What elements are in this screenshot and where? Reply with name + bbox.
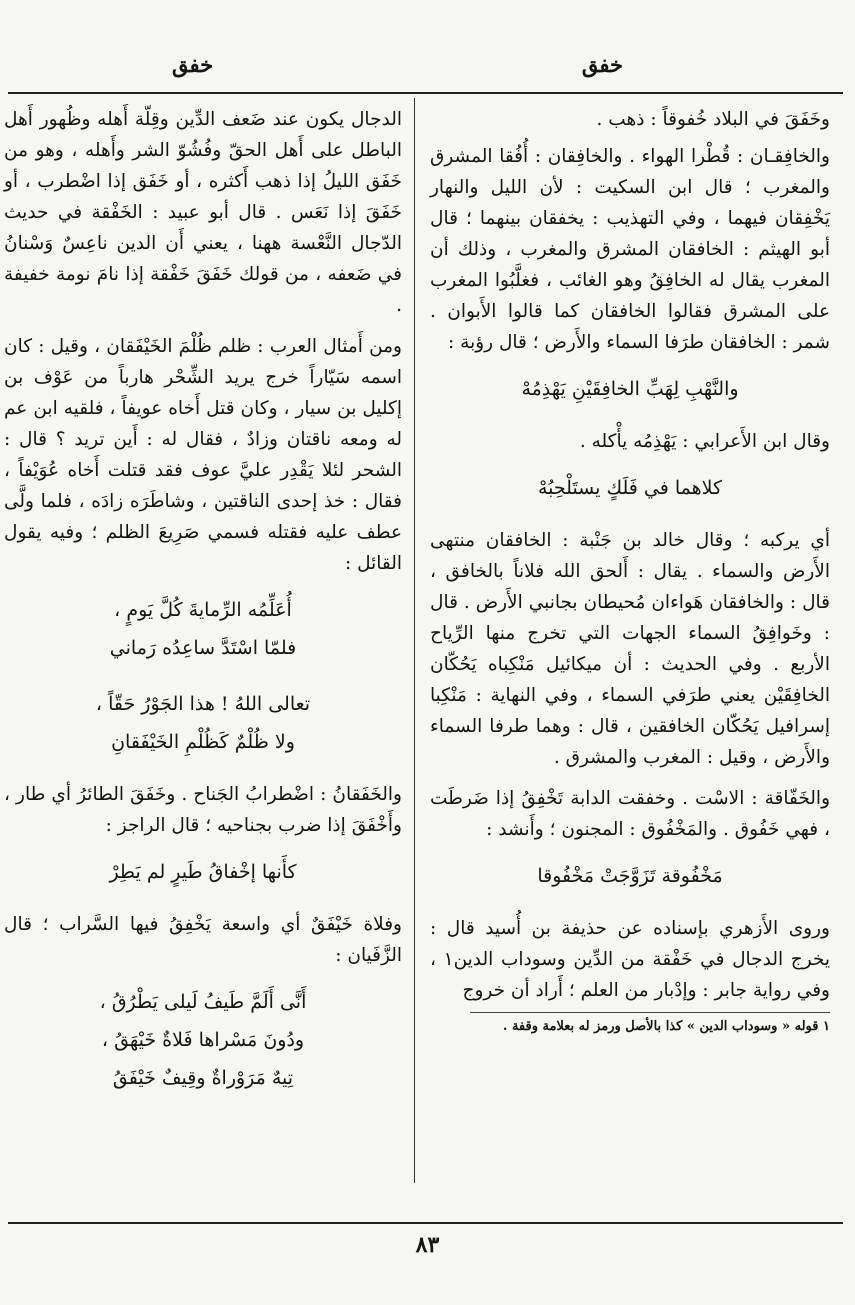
verse-line: تِيهٌ مَرَوْراةٌ وقِيفٌ خَيْفَقُ [112,1067,294,1089]
page-number: ٨٣ [415,1232,440,1258]
verse [4,591,402,667]
running-head-left: خفق [172,52,214,77]
verse [4,685,402,761]
verse-line: كأَنها إخْفاقُ طَيرٍ لم يَطِرْ [109,861,297,883]
column-divider [414,98,415,1183]
verse-line: أُعَلِّمُه الرِّمايةَ كُلَّ يَومٍ ، [114,599,292,621]
verse-line: والنَّهْبِ لِهَبِّ الخافِقَيْنِ يَهْذِمُهْ [521,378,739,400]
verse [430,857,830,895]
verse-line: فلمّا اسْتَدَّ ساعِدُه رَماني [109,637,297,659]
verse-line: تعالى اللهُ ! هذا الجَوْرُ حَقّاً ، [95,693,311,715]
verse-line: ودُونَ مَسْراها فَلاةٌ خَيْهَقُ ، [101,1029,305,1051]
verse-line: أَنَّى أَلَمَّ طَيفُ لَيلى يَطْرُقُ ، [99,991,307,1013]
verse [4,983,402,1097]
verse-line: كلاهما في فَلَكٍ يستَلْحِبُهْ [537,477,723,499]
entry-paragraph: أي يركبه ؛ وقال خالد بن جَنْبة : الخافقان منتهى الأَرض والسماء . يقال : أَلحق الله فلاناً بالخافق ، قال : والخافقان هَواءان مُحيطان بجانبي الأَرض . قال : وخَوافِقُ السماء الجهات التي تخرج منها الرِّياح الأربع . وفي الحديث : أن ميكائيل مَنْكِباه يَحُكّان الخافِقَيْن يعني طرَفي السماء ، وفي النهاية : مَنْكِبا إسرافيل يَحُكّان الخافقين ، قال : وهما طرفا السماء والأَرض ، وقيل : المغرب والمشرق . [430,530,830,768]
left-column [4,104,402,1115]
verse [430,370,830,408]
verse-line: مَخْفُوقة تَزَوَّجَتْ مَخْفُوقا [537,865,723,887]
entry-paragraph: وروى الأَزهري بإسناده عن حذيفة بن أُسيد قال : يخرج الدجال في خَفْقة من الدِّين وسوداب الدين١ ، وفي رواية جابر : وإدْبار من العلم ؛ أَراد أن خروج [430,918,830,1001]
entry-paragraph: والخافِقـان : قُطْرا الهواء . والخافِقان : أُفُقا المشرق والمغرب ؛ قال ابن السكيت : لأن الليل والنهار يَخْفِقان فيهما ، وفي التهذيب : يخفقان بينهما ؛ قال أبو الهيثم : الخافقان المشرق والمغرب ، وذلك أن المغرب يقال له الخافِقُ وهو الغائب ، فغلَّبُوا المغرب على المشرق فقالوا الخافقان كما قالوا الأَبوان . شمر : الخافقان طرَفا السماء والأَرض ؛ قال رؤبة : [430,146,830,353]
entry-paragraph: الدجال يكون عند ضَعف الدِّين وقِلّة أَهله وظُهور أَهل الباطل على أَهل الحقّ وفُشُوّ الشر وأَهله ، وهو من خَفَق الليلُ إذا ذهب أَكثره ، أو خَفَق إذا اضْطرب ، أو خَفَقَ إذا نَعَس . قال أبو عبيد : الخَفْقة في حديث الدّجال النَّعْسة ههنا ، يعني أَن الدين ناعِسٌ وَسْنانُ في ضَعفه ، من قولك خَفَقَ خَفْقة إذا نامَ نومة خفيفة . [4,109,402,316]
right-column [430,104,830,1047]
running-head-right: خفق [581,52,623,77]
verse-line: ولا ظُلْمٌ كَظُلْمِ الخَيْفَقانِ [111,731,295,753]
entry-paragraph: ومن أَمثال العرب : ظلم ظُلْمَ الخَيْفَقان ، وقيل : كان اسمه سَيّاراً خرج يريد الشِّحْر هارباً من عَوْف بن إكليل بن سيار ، وكان قتل أَخاه عويفاً ، فلقيه ابن عم له ومعه ناقتان وزادٌ ، فقال له : أَين تريد ؟ قال : الشحر لئلا يَقْدِر عليَّ عوف فقد قتلت أَخاه عُوَيْفاً ، فقال : خذ إحدى الناقتين ، وشاطَرَه زادَه ، فلما ولَّى عطف عليه فقتله فسمي صَرِيعَ الظلم ؛ وفيه يقول القائل : [4,336,402,574]
verse [4,853,402,891]
footnote-rule [470,1012,830,1013]
entry-paragraph: وخَفَقَ في البلاد خُفوقاً : ذهب . [596,109,830,130]
entry-paragraph: وفلاة خَيْفَقٌ أي واسعة يَخْفِقُ فيها السَّراب ؛ قال الزَّفَيان : [4,914,402,966]
header-rule [8,92,843,94]
entry-paragraph: والخَفَقانُ : اضْطرابُ الجَناح . وخَفَقَ الطائرُ أي طار ، وأَخْفَقَ إذا ضرب بجناحيه ؛ قال الراجز : [4,784,402,836]
entry-paragraph: والخَفّاقة : الاسْت . وخفقت الدابة تَخْفِقُ إذا ضَرطَت ، فهي خَفُوق . والمَخْفُوق : المجنون ؛ وأَنشد : [430,788,830,840]
entry-paragraph: وقال ابن الأَعرابي : يَهْذِمُه يأْكله . [579,431,830,452]
verse [430,469,830,507]
footer-rule [8,1222,843,1224]
footnote: ١ قوله « وسوداب الدين » كذا بالأصل ورمز له بعلامة وقفة . [502,1019,830,1034]
